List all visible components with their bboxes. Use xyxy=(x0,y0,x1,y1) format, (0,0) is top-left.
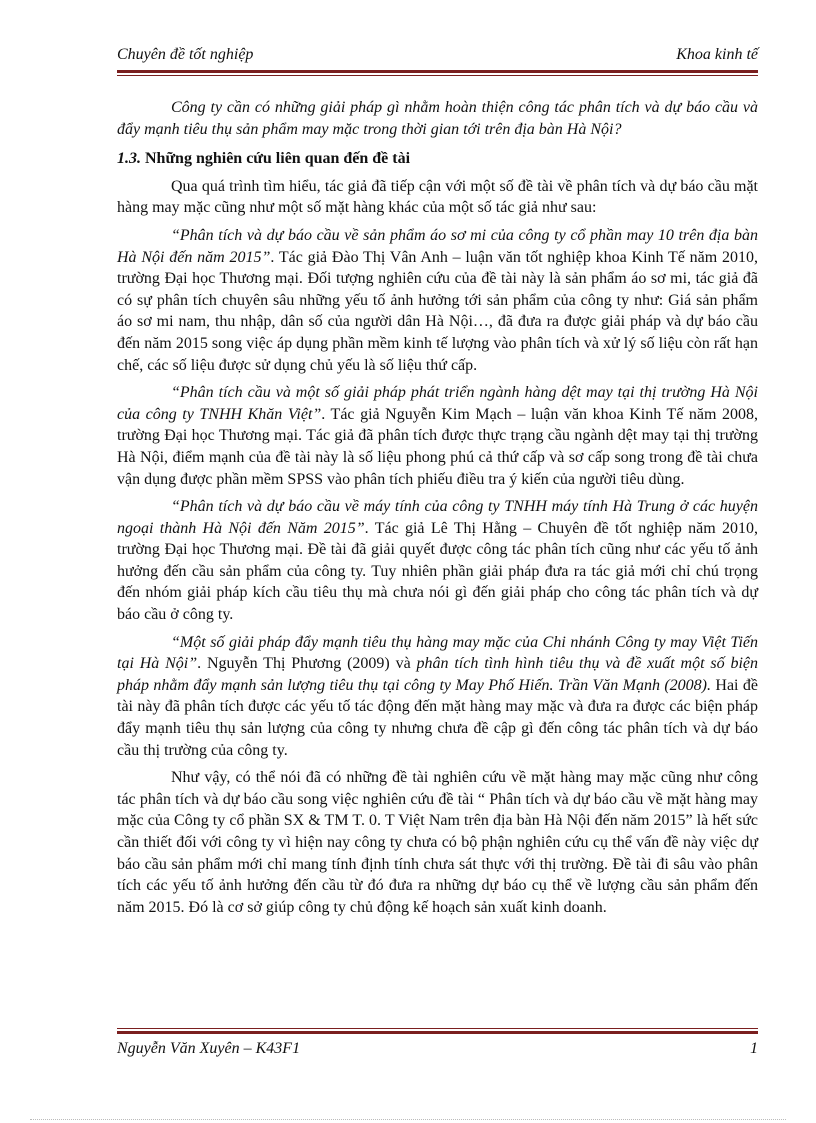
paragraph-5-text-b: Hai đề tài này đã phân tích được các yếu tố tác động đến mặt hàng may mặc và đưa ra được các biện pháp đẩy mạnh tiêu thụ sản lượng của công ty nhưng chưa đề cập gì đến công tác phân tích và dự báo cầu thị trường của công ty. xyxy=(117,676,758,759)
paragraph-5 xyxy=(117,632,758,762)
paragraph-6: Như vậy, có thể nói đã có những đề tài nghiên cứu về mặt hàng may mặc cũng như công tác phân tích và dự báo cầu song việc nghiên cứu đề tài “ Phân tích và dự báo cầu về mặt hàng may mặc của Công ty cổ phần SX & TM T. 0. T Việt Nam trên địa bàn Hà Nội đến năm 2015” là hết sức cần thiết đối với công ty vì hiện nay công ty chưa có bộ phận nghiên cứu cụ thể vấn đề này việc dự báo cầu sản phẩm mới chỉ mang tính định tính chưa sát thực với thị trường. Đề tài đi sâu vào phân tích các yếu tố ảnh hưởng đến cầu từ đó đưa ra những dự báo cụ thể về lượng cầu sản phẩm đến năm 2015. Đó là cơ sở giúp công ty chủ động kế hoạch sản xuất kinh doanh. xyxy=(117,769,758,916)
paragraph-4 xyxy=(117,496,758,626)
paragraph-5-title-b: phân tích tình hình tiêu thụ và đề xuất một số biện pháp nhằm đẩy mạnh sản lượng tiêu thụ tại công ty May Phố Hiến. Trần Văn Mạnh (2008). xyxy=(117,655,759,694)
footer-author: Nguyễn Văn Xuyên – K43F1 xyxy=(117,1040,301,1057)
paragraph-2 xyxy=(117,225,758,376)
page-footer xyxy=(117,1040,758,1058)
paragraph-3 xyxy=(117,382,758,490)
header-rule-thick xyxy=(117,70,758,73)
page-header xyxy=(117,46,758,64)
header-left-text: Chuyên đề tốt nghiệp xyxy=(117,46,254,63)
document-body xyxy=(117,97,758,924)
paragraph-1: Qua quá trình tìm hiểu, tác giả đã tiếp cận với một số đề tài về phân tích và dự báo cầu mặt hàng may mặc cũng như một số mặt hàng khác của một số tác giả như sau: xyxy=(117,177,758,217)
intro-question: Công ty cần có những giải pháp gì nhằm hoàn thiện công tác phân tích và dự báo cầu và đẩy mạnh tiêu thụ sản phẩm may mặc trong thời gian tới trên địa bàn Hà Nội? xyxy=(117,99,758,138)
paragraph-3-title: “Phân tích cầu và một số giải pháp phát triển ngành hàng dệt may tại thị trường Hà Nội của công ty TNHH Khăn Việt” xyxy=(117,384,758,423)
footer-rule-thick xyxy=(117,1031,758,1034)
header-right-text: Khoa kinh tế xyxy=(676,46,758,63)
paragraph-5-title: “Một số giải pháp đẩy mạnh tiêu thụ hàng may mặc của Chi nhánh Công ty may Việt Tiến tại Hà Nội” xyxy=(117,633,758,673)
paragraph-2-text: . Tác giả Đào Thị Vân Anh – luận văn tốt nghiệp khoa Kinh Tế năm 2010, trường Đại học Thương mại. Đối tượng nghiên cứu của đề tài này là sản phẩm áo sơ mi, tác giả đã có sự phân tích chuyên sâu những yếu tố ảnh hưởng tới sản phẩm của công ty như: Giá sản phẩm áo sơ mi nam, thu nhập, dân số của người dân Hà Nội…, đã đưa ra được giải pháp và dự báo cầu đến năm 2015 song việc áp dụng phần mềm kinh tế lượng vào phân tích và xử lý số liệu còn rất hạn chế, các số liệu được sử dụng chủ yếu là số liệu thứ cấp. xyxy=(117,248,758,374)
paragraph-4-title: “Phân tích và dự báo cầu về máy tính của công ty TNHH máy tính Hà Trung ở các huyện ngoại thành Hà Nội đến Năm 2015” xyxy=(117,498,758,537)
section-title: Những nghiên cứu liên quan đến đề tài xyxy=(145,150,411,168)
paragraph-5-text-a: . Nguyễn Thị Phương (2009) và xyxy=(197,655,417,673)
page-number: 1 xyxy=(750,1040,758,1057)
paragraph-3-text: . Tác giả Nguyễn Kim Mạch – luận văn khoa Kinh Tế năm 2008, trường Đại học Thương mại. Tác giả đã phân tích được thực trạng cầu ngành dệt may tại thị trường Hà Nội, điểm mạnh của đề tài này là số liệu phong phú cả thứ cấp và sơ cấp song trong đề tài chưa vận dụng được phần mềm SPSS vào phân tích phiếu điều tra ý kiến của người tiêu dùng. xyxy=(117,405,758,488)
paragraph-2-title: “Phân tích và dự báo cầu về sản phẩm áo sơ mi của công ty cổ phần may 10 trên địa bàn Hà Nội đến năm 2015” xyxy=(117,226,758,266)
paragraph-4-text: . Tác giả Lê Thị Hằng – Chuyên đề tốt nghiệp năm 2010, trường Đại học Thương mại. Đề tài đã giải quyết được công tác phân tích cũng như các yếu tố ảnh hưởng đến cầu sản phẩm của công ty. Tuy nhiên phần giải pháp đưa ra tác giả mới chỉ chú trọng đến nhóm giải pháp kích cầu tiêu thụ mà chưa nói gì đến giải pháp cho công tác phân tích và dự báo cầu ở công ty. xyxy=(117,519,758,624)
header-rule-thin xyxy=(117,75,758,76)
footer-rule-thin xyxy=(117,1028,758,1029)
section-heading xyxy=(117,148,758,170)
page-bottom-dotted-line xyxy=(30,1119,786,1120)
section-number: 1.3. xyxy=(117,150,141,168)
